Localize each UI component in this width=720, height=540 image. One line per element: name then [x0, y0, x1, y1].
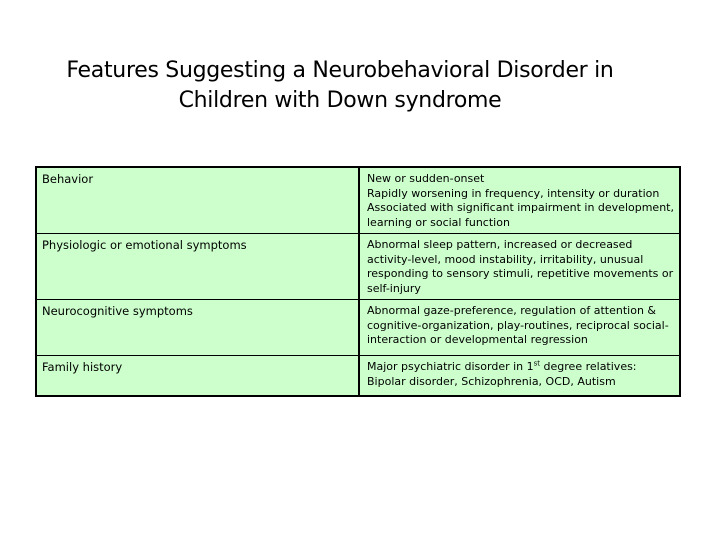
row-description: Abnormal gaze-preference, regulation of attention & cognitive-organization, play-routines, reciprocal social-interaction or developmental regression	[359, 300, 679, 356]
title-line-1: Features Suggesting a Neurobehavioral Disorder in	[66, 58, 614, 83]
slide-title	[40, 56, 640, 116]
row-description	[359, 168, 679, 234]
description-line: New or sudden-onset	[367, 172, 485, 185]
description-line: Rapidly worsening in frequency, intensity or duration	[367, 186, 660, 200]
row-label: Physiologic or emotional symptoms	[37, 234, 359, 300]
table-row	[37, 234, 679, 300]
ordinal-superscript: st	[533, 359, 541, 368]
row-label: Behavior	[37, 168, 359, 234]
table-row	[37, 356, 679, 396]
row-label: Family history	[37, 356, 359, 396]
row-description: Abnormal sleep pattern, increased or decreased activity-level, mood instability, irritability, unusual responding to sensory stimuli, repetitive movements or self-injury	[359, 234, 679, 300]
description-text: Major psychiatric disorder in 1	[367, 360, 534, 373]
table-row	[37, 168, 679, 234]
row-description	[359, 356, 679, 396]
features-table	[35, 166, 681, 397]
description-line: Bipolar disorder, Schizophrenia, OCD, Autism	[367, 374, 616, 388]
description-text: degree relatives:	[540, 360, 637, 373]
title-line-2: Children with Down syndrome	[178, 88, 502, 113]
table-row	[37, 300, 679, 356]
row-label: Neurocognitive symptoms	[37, 300, 359, 356]
description-line	[367, 360, 674, 375]
description-line: Associated with significant impairment in development, learning or social function	[367, 201, 674, 229]
